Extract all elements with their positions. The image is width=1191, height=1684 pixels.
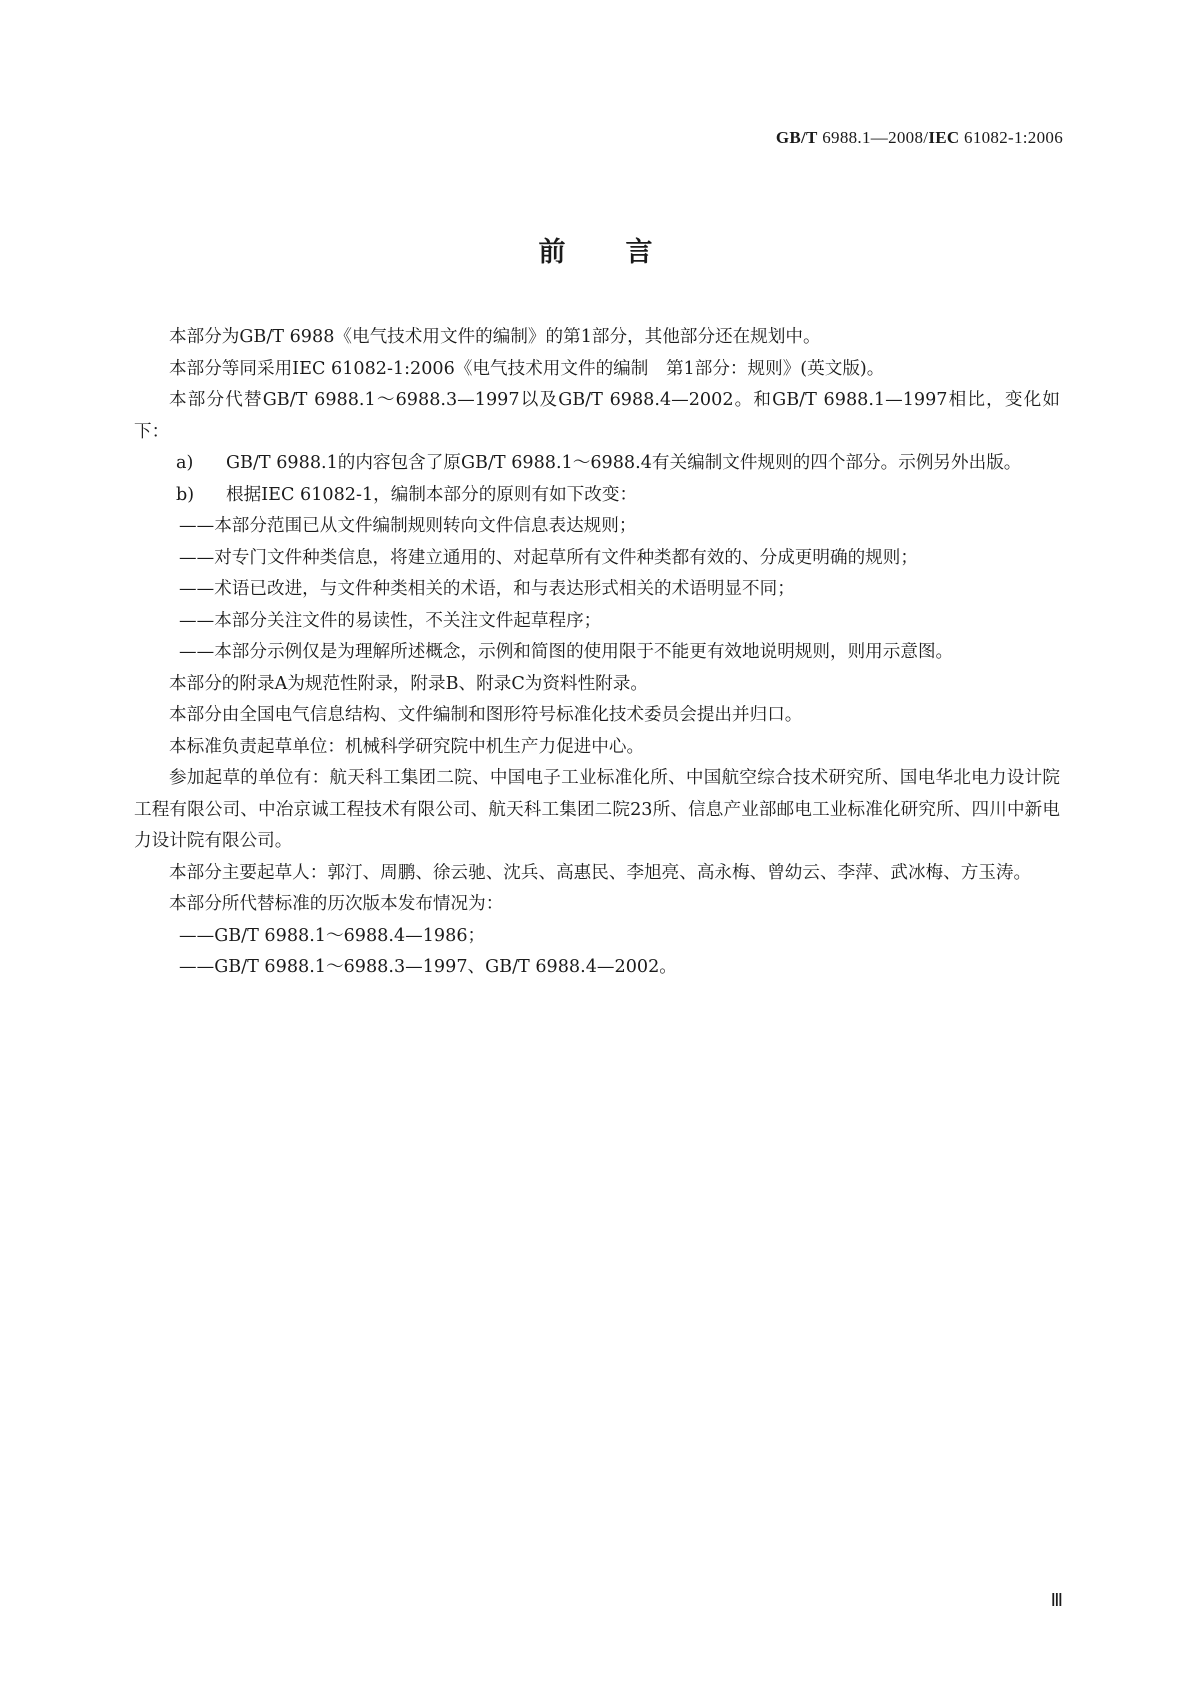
page-title: 前言 [538,237,713,268]
change-item-5: ——本部分示例仅是为理解所述概念，示例和简图的使用限于不能更有效地说明规则，则用示意图。 [179,642,954,662]
paragraph-committee: 本部分由全国电气信息结构、文件编制和图形符号标准化技术委员会提出并归口。 [169,705,803,725]
header-number: 6988.1—2008/ [822,128,929,147]
history-item-1: ——GB/T 6988.1～6988.4—1986； [179,925,486,946]
list-text-a: GB/T 6988.1的内容包含了原GB/T 6988.1～6988.4有关编制文件规则的四个部分。示例另外出版。 [226,453,1022,473]
list-item-a [134,448,1060,480]
foreword-body [134,322,1060,984]
paragraph-participants: 参加起草的单位有：航天科工集团二院、中国电子工业标准化所、中国航空综合技术研究所、国电华北电力设计院工程有限公司、中冶京诚工程技术有限公司、航天科工集团二院23所、信息产业部邮电工业标准化研究所、四川中新电力设计院有限公司。 [134,768,1060,851]
list-text-b: 根据IEC 61082-1，编制本部分的原则有如下改变： [226,484,638,505]
page-number: Ⅲ [1050,1590,1063,1610]
paragraph-replacement: 本部分代替GB/T 6988.1～6988.3—1997以及GB/T 6988.4—2002。和GB/T 6988.1—1997相比，变化如下： [134,390,1060,442]
change-item-1: ——本部分范围已从文件编制规则转向文件信息表达规则； [179,516,637,536]
paragraph-adoption: 本部分等同采用IEC 61082-1:2006《电气技术用文件的编制 第1部分：规则》(英文版)。 [169,358,885,379]
change-item-3: ——术语已改进，与文件种类相关的术语，和与表达形式相关的术语明显不同； [179,579,795,599]
paragraph-drafting-unit: 本标准负责起草单位：机械科学研究院中机生产力促进中心。 [169,736,645,757]
header-iec-number: 61082-1:2006 [964,128,1063,147]
header-iec: IEC [928,128,960,147]
header-gbt: GB/T [775,128,818,147]
paragraph-drafters: 本部分主要起草人：郭汀、周鹏、徐云驰、沈兵、高惠民、李旭亮、高永梅、曾幼云、李萍、武冰梅、方玉涛。 [169,862,1032,883]
change-item-4: ——本部分关注文件的易读性，不关注文件起草程序； [179,610,602,631]
paragraph-annexes: 本部分的附录A为规范性附录，附录B、附录C为资料性附录。 [169,673,648,694]
list-item-b [134,480,1060,512]
change-item-2: ——对专门文件种类信息，将建立通用的、对起草所有文件种类都有效的、分成更明确的规则； [179,547,918,568]
paragraph-history: 本部分所代替标准的历次版本发布情况为： [169,894,504,914]
list-label-b: b) [176,484,195,505]
paragraph-scope: 本部分为GB/T 6988《电气技术用文件的编制》的第1部分，其他部分还在规划中。 [169,327,821,347]
list-label-a: a) [176,453,194,473]
standard-code-header [776,128,1063,148]
history-item-2: ——GB/T 6988.1～6988.3—1997、GB/T 6988.4—2002。 [179,957,677,977]
